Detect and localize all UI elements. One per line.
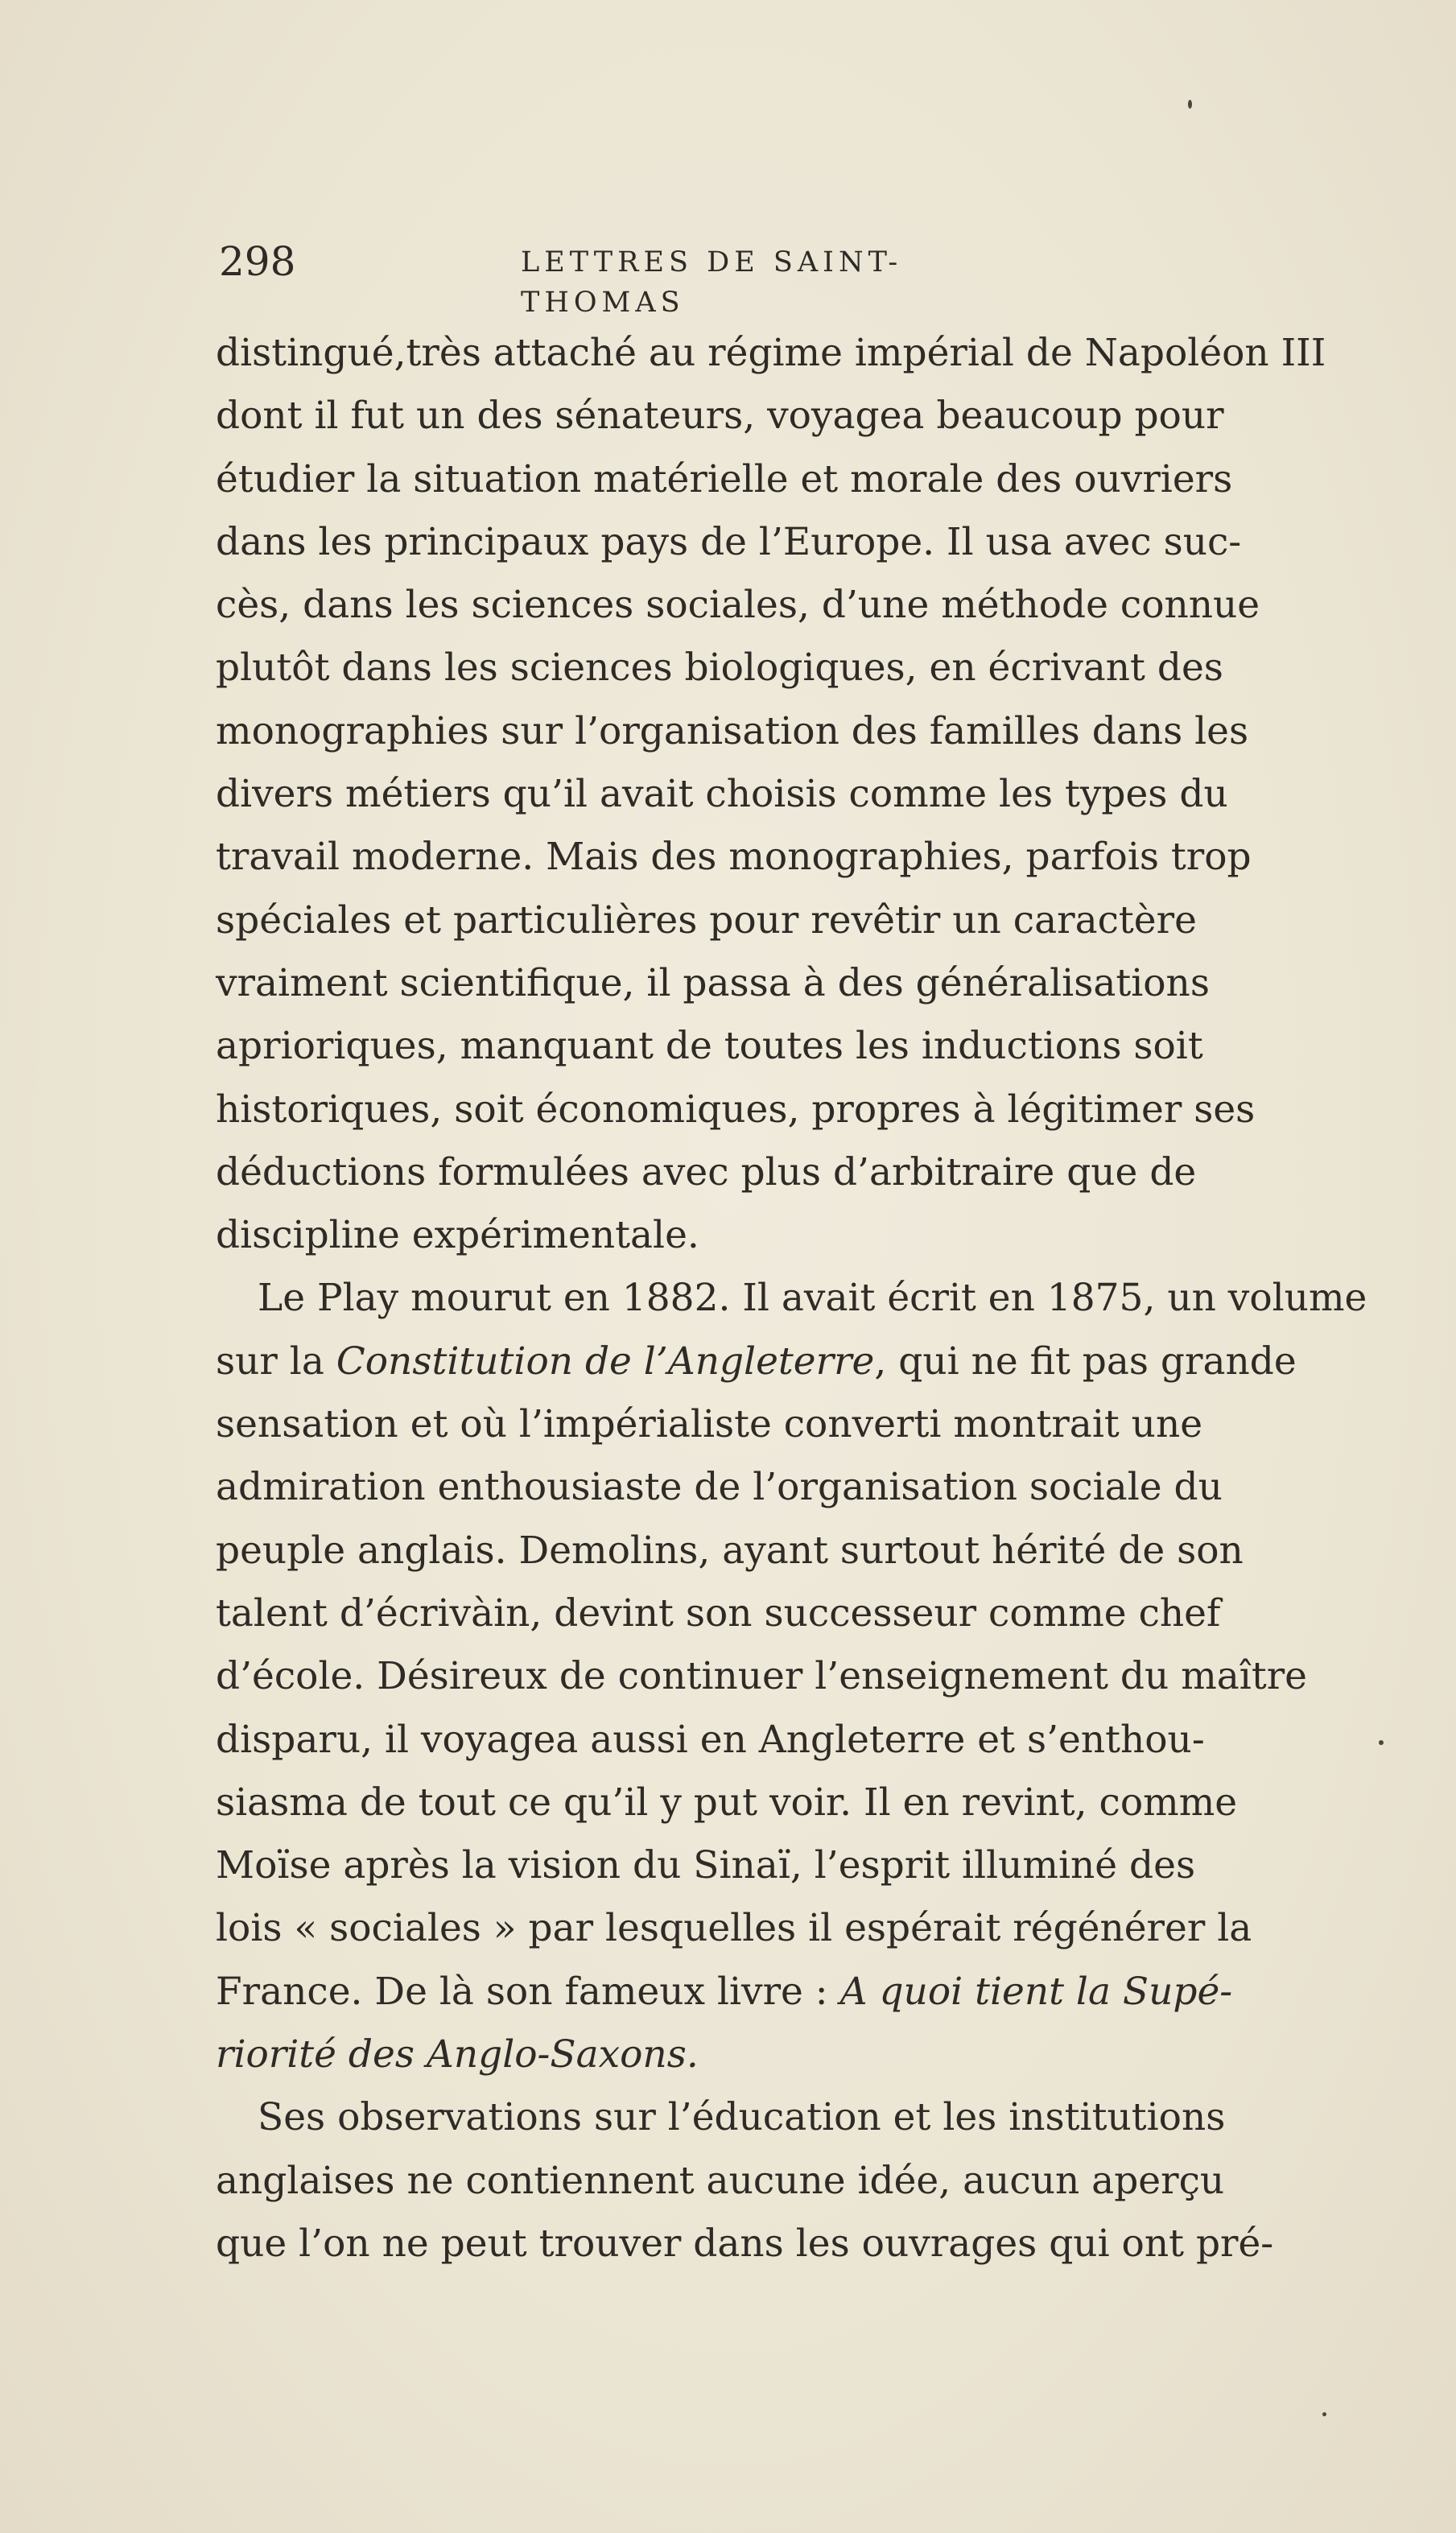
text-line: disparu, il voyagea aussi en Angleterre et s’enthou- (216, 1717, 1205, 1762)
text-line: anglaises ne contiennent aucune idée, aucun aperçu (216, 2158, 1225, 2203)
body-text (216, 322, 1367, 2275)
text-line: distingué,très attaché au régime impérial de Napoléon III (216, 331, 1326, 375)
text-line: que l’on ne peut trouver dans les ouvrages qui ont pré- (216, 2221, 1274, 2266)
text-line: étudier la situation matérielle et morale des ouvriers (216, 456, 1233, 501)
text-line: siasma de tout ce qu’il y put voir. Il en revint, comme (216, 1780, 1238, 1825)
text-line: plutôt dans les sciences biologiques, en écrivant des (216, 646, 1223, 691)
text-line: Moïse après la vision du Sinaï, l’esprit illuminé des (216, 1843, 1196, 1888)
text-line-with-italic (216, 2024, 1359, 2086)
text-line: admiration enthousiaste de l’organisation sociale du (216, 1465, 1223, 1510)
running-title: LETTRES DE SAINT-THOMAS (521, 246, 903, 319)
paper-speck (1188, 100, 1192, 109)
text-line: peuple anglais. Demolins, ayant surtout hérité de son (216, 1528, 1244, 1573)
text-segment: , qui ne fit pas grande (874, 1339, 1297, 1384)
text-line: travail moderne. Mais des monographies, parfois trop (216, 835, 1252, 880)
text-line: lois « sociales » par lesquelles il espérait régénérer la (216, 1906, 1252, 1951)
text-line: monographies sur l’organisation des familles dans les (216, 708, 1249, 753)
text-line: spéciales et particulières pour revêtir un caractère (216, 897, 1197, 943)
paper-speck (1379, 1740, 1384, 1745)
page-number: 298 (219, 238, 296, 285)
text-segment: sur la (216, 1339, 336, 1384)
text-line: d’école. Désireux de continuer l’enseignement du maître (216, 1654, 1308, 1699)
text-line: sensation et où l’impérialiste converti montrait une (216, 1402, 1203, 1447)
text-line: cès, dans les sciences sociales, d’une méthode connue (216, 583, 1260, 628)
paper-speck (1322, 2412, 1326, 2416)
text-line-with-italic (216, 1330, 1359, 1393)
text-line: divers métiers qu’il avait choisis comme les types du (216, 772, 1228, 817)
text-line: déductions formulées avec plus d’arbitraire que de (216, 1149, 1197, 1194)
text-line: dont il fut un des sénateurs, voyagea beaucoup pour (216, 394, 1224, 439)
paragraph-start-line: Le Play mourut en 1882. Il avait écrit en 1875, un volume (258, 1276, 1367, 1321)
text-line: aprioriques, manquant de toutes les inductions soit (216, 1024, 1203, 1069)
text-segment: France. De là son fameux livre : (216, 1969, 840, 2014)
page-header (219, 237, 1062, 319)
text-line: talent d’écrivàin, devint son successeur comme chef (216, 1590, 1221, 1636)
text-line: dans les principaux pays de l’Europe. Il usa avec suc- (216, 519, 1242, 564)
italic-book-title: A quoi tient la Supé- (839, 1969, 1233, 2014)
italic-book-title: Constitution de l’Angleterre (336, 1339, 875, 1384)
text-line: discipline expérimentale. (216, 1213, 699, 1258)
paragraph-start-line: Ses observations sur l’éducation et les institutions (258, 2095, 1226, 2140)
text-line: historiques, soit économiques, propres à légitimer ses (216, 1087, 1256, 1132)
text-line: vraiment scientifique, il passa à des généralisations (216, 960, 1210, 1005)
italic-book-title: riorité des Anglo-Saxons. (216, 2032, 699, 2077)
text-line-with-italic (216, 1961, 1359, 2024)
